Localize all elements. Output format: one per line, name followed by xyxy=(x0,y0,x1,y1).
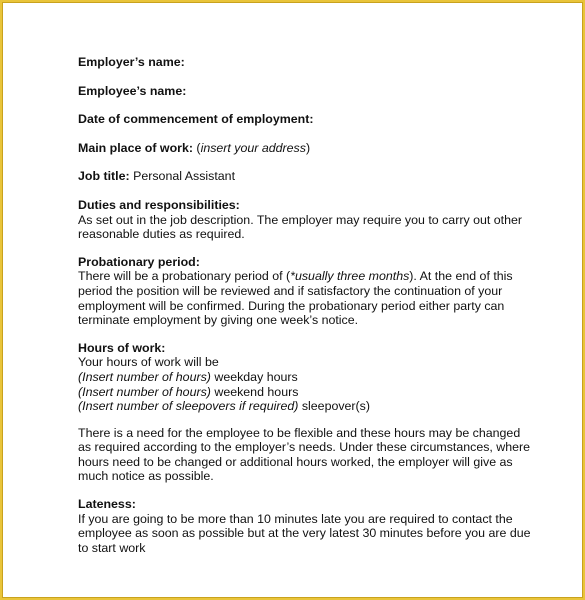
hours-flex-line: as required according to the employer’s needs. Under these circumstances, where xyxy=(78,440,531,455)
hours-item-text: sleepover(s) xyxy=(298,399,371,414)
lateness-line: employee as soon as possible but at the very latest 30 minutes before you are due xyxy=(78,526,531,541)
hours-item xyxy=(78,399,528,414)
hours-item-placeholder: (Insert number of hours) xyxy=(78,384,211,399)
hours-flex-line: much notice as possible. xyxy=(78,469,214,484)
probation-line xyxy=(78,269,528,284)
lateness-line: If you are going to be more than 10 minutes late you are required to contact the xyxy=(78,511,513,526)
employee-name-label: Employee’s name: xyxy=(78,83,187,98)
hours-heading: Hours of work: xyxy=(78,340,166,355)
duties-line: As set out in the job description. The employer may require you to carry out other xyxy=(78,212,522,227)
main-place-prefix: ( xyxy=(192,140,201,155)
probation-line: period the position will be reviewed and if satisfactory the continuation of your xyxy=(78,283,503,298)
probation-line: terminate employment by giving one week’s notice. xyxy=(78,313,359,328)
hours-flex-line: There is a need for the employee to be flexible and these hours may be changed xyxy=(78,425,521,440)
main-place-of-work xyxy=(78,141,528,156)
hours-item xyxy=(78,370,528,385)
hours-intro: Your hours of work will be xyxy=(78,355,219,370)
probation-heading: Probationary period: xyxy=(78,254,200,269)
job-title-label: Job title: xyxy=(78,169,130,184)
duties-heading: Duties and responsibilities: xyxy=(78,197,240,212)
commencement-label: Date of commencement of employment: xyxy=(78,112,314,127)
hours-item-placeholder: (Insert number of sleepovers if required) xyxy=(78,399,299,414)
probation-line1-prefix: There will be a probationary period of ( xyxy=(78,269,291,284)
job-title-value: Personal Assistant xyxy=(129,169,236,184)
document-content xyxy=(78,55,531,555)
probation-line: employment will be confirmed. During the probationary period either party can xyxy=(78,298,505,313)
hours-flex-line: hours need to be changed or additional hours worked, the employer will give as xyxy=(78,454,513,469)
hours-item xyxy=(78,385,528,400)
hours-item-placeholder: (Insert number of hours) xyxy=(78,369,211,384)
duties-line: reasonable duties as required. xyxy=(78,227,245,242)
main-place-suffix: ) xyxy=(305,140,311,155)
main-place-label: Main place of work: xyxy=(78,140,193,155)
job-title xyxy=(78,169,528,184)
lateness-line: to start work xyxy=(78,540,146,555)
probation-line1-italic: *usually three months xyxy=(290,269,410,284)
document-frame xyxy=(2,2,583,598)
main-place-placeholder: insert your address xyxy=(200,140,306,155)
employer-name-label: Employer’s name: xyxy=(78,55,185,69)
probation-line1-suffix: ). At the end of this xyxy=(409,269,513,284)
hours-item-text: weekend hours xyxy=(210,384,299,399)
hours-item-text: weekday hours xyxy=(210,369,298,384)
document-page xyxy=(38,3,558,597)
lateness-heading: Lateness: xyxy=(78,497,136,512)
